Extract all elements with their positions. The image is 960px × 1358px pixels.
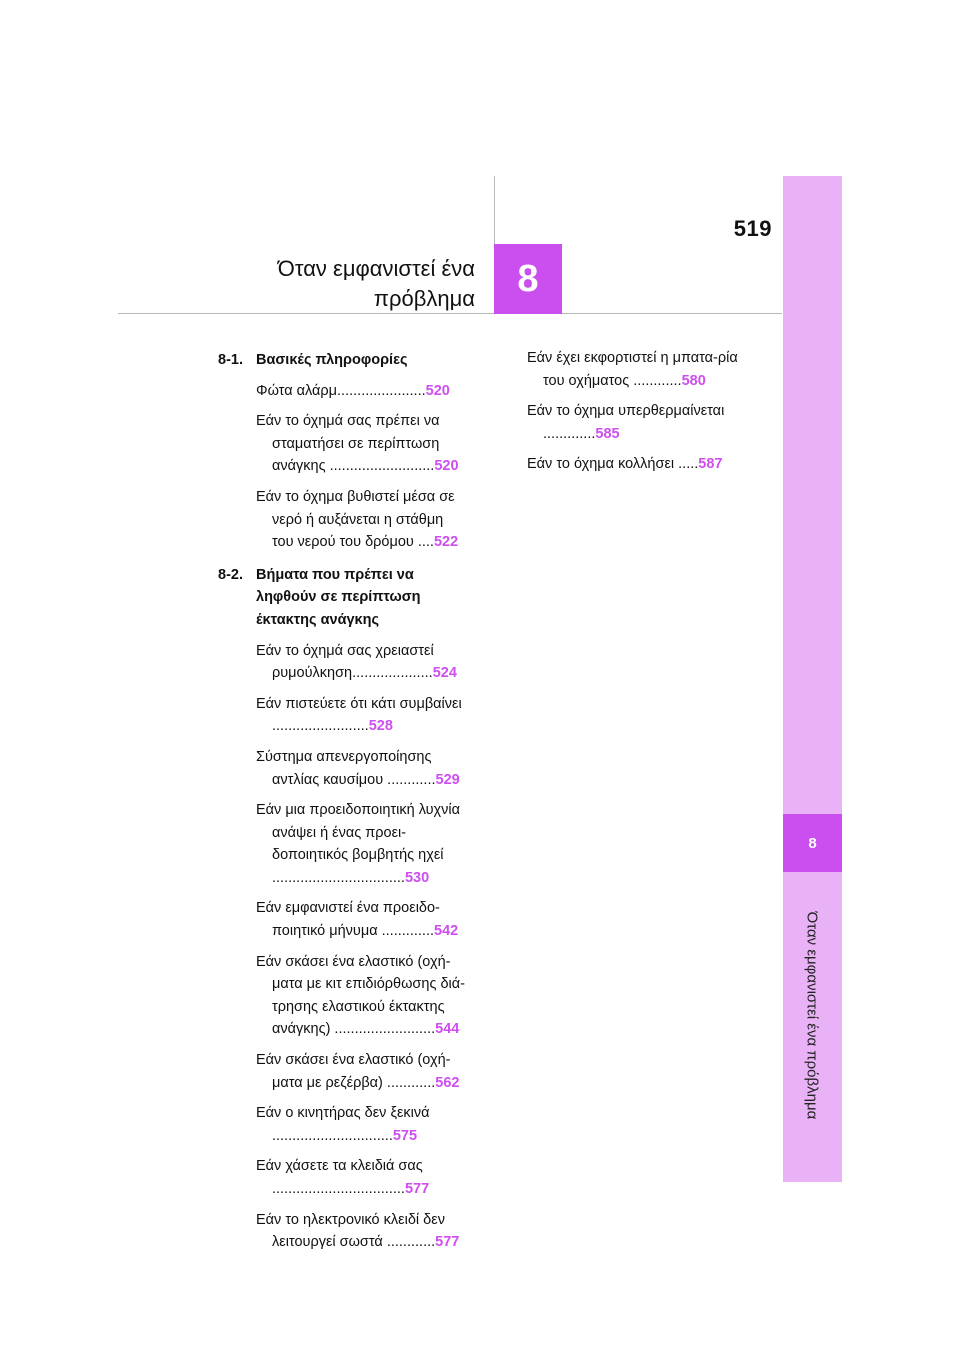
toc-entry[interactable] [256, 746, 466, 791]
toc-entry-page[interactable]: 530 [404, 869, 430, 886]
toc-entry-text: Εάν σκάσει ένα ελαστικό (οχή-ματα με κιτ επιδιόρθωσης διά-τρησης ελαστικού έκτακτης ανάγκης) ......................... [256, 953, 465, 1038]
toc-entry-text: Εάν χάσετε τα κλειδιά σας ................................. [256, 1158, 423, 1197]
toc-entry[interactable] [256, 1049, 466, 1094]
toc-entry-page[interactable]: 529 [435, 771, 460, 788]
toc-entry-page[interactable]: 587 [698, 456, 723, 473]
toc-entry[interactable] [256, 1209, 466, 1254]
toc-entry-text: Εάν το όχημα βυθιστεί μέσα σε νερό ή αυξάνεται η στάθμη του νερού του δρόμου .... [256, 488, 455, 551]
toc-entry-text: Εάν πιστεύετε ότι κάτι συμβαίνει ........................ [256, 695, 462, 735]
toc-entry-page[interactable]: 520 [425, 382, 450, 399]
toc-entry[interactable] [256, 897, 466, 942]
toc-entry[interactable] [256, 951, 466, 1041]
toc-entry-text: Εάν σκάσει ένα ελαστικό (οχή-ματα με ρεζέρβα) ............ [256, 1052, 451, 1091]
toc-entry[interactable] [527, 400, 739, 445]
toc-entry-page[interactable]: 562 [435, 1074, 460, 1091]
toc-entry-text: Εάν το όχημα κολλήσει ..... [527, 456, 699, 473]
chapter-title-line-2: πρόβλημα [373, 286, 475, 311]
side-tab-number[interactable]: 8 [783, 814, 842, 872]
section-number: 8-1. [218, 352, 243, 368]
chapter-title-line-1: Όταν εμφανιστεί ένα [277, 256, 475, 281]
toc-entry-page[interactable]: 542 [434, 923, 459, 940]
toc-left-column [218, 347, 466, 1254]
section-heading[interactable] [218, 349, 466, 372]
toc-entry[interactable] [256, 380, 466, 403]
chapter-number-box: 8 [494, 244, 562, 314]
toc-entry-text: Σύστημα απενεργοποίησης αντλίας καυσίμου ............ [256, 748, 436, 788]
section-title: Βήματα που πρέπει να ληφθούν σε περίπτωση έκτακτης ανάγκης [256, 566, 421, 628]
toc-entry[interactable] [256, 799, 466, 889]
toc-entry-page[interactable]: 575 [392, 1127, 418, 1144]
toc-entry[interactable] [527, 453, 739, 476]
toc-right-column [527, 347, 739, 476]
toc-entry-text: Φώτα αλάρμ...................... [256, 382, 426, 399]
toc-entry-page[interactable]: 577 [404, 1181, 430, 1197]
toc-entry-page[interactable]: 577 [435, 1234, 460, 1251]
toc-section-8-1 [218, 349, 466, 554]
toc-entry-text: Εάν έχει εκφορτιστεί η μπατα-ρία του οχήματος ............ [527, 350, 738, 389]
section-number: 8-2. [218, 566, 243, 583]
toc-entry-text: Εάν το όχημα υπερθερμαίνεται ............. [527, 403, 725, 442]
toc-entry-text: Εάν το ηλεκτρονικό κλειδί δεν λειτουργεί σωστά ............ [256, 1211, 445, 1251]
toc-entry-text: Εάν το όχημά σας χρειαστεί ρυμούλκηση.................... [256, 642, 434, 682]
toc-entry[interactable] [256, 410, 466, 478]
toc-entry[interactable] [256, 1102, 466, 1147]
toc-entry-page[interactable]: 520 [434, 458, 459, 475]
toc-entry-page[interactable]: 522 [433, 534, 459, 551]
toc-entry[interactable] [256, 640, 466, 685]
toc-entry-page[interactable]: 585 [595, 425, 620, 442]
toc-entry[interactable] [256, 486, 466, 554]
side-tab-label: Όταν εμφανιστεί ένα πρόβλημα [803, 911, 821, 1119]
toc-entry[interactable] [256, 693, 466, 738]
toc-entry-text: Εάν ο κινητήρας δεν ξεκινά .............................. [256, 1105, 430, 1144]
toc-entry-text: Εάν μια προειδοποιητική λυχνία ανάψει ή ένας προει-δοποιητικός βομβητής ηχεί ................................. [256, 802, 460, 886]
page-number: 519 [733, 216, 772, 241]
section-title: Βασικές πληροφορίες [256, 352, 408, 368]
side-tab-label-container [796, 880, 828, 1150]
toc-entry-page[interactable]: 524 [432, 665, 457, 682]
toc-entry-page[interactable]: 544 [435, 1021, 460, 1038]
toc-entry-page[interactable]: 528 [368, 718, 393, 735]
toc-section-8-2 [218, 564, 466, 1254]
toc-entry[interactable] [256, 1155, 466, 1200]
section-heading[interactable] [218, 564, 466, 632]
chapter-title [278, 254, 475, 314]
toc-entry-text: Εάν εμφανιστεί ένα προειδο-ποιητικό μήνυμα ............. [256, 900, 440, 940]
toc-entry[interactable] [527, 347, 739, 392]
toc-entry-page[interactable]: 580 [681, 372, 706, 389]
toc-entry-text: Εάν το όχημά σας πρέπει να σταματήσει σε περίπτωση ανάγκης .......................... [256, 413, 440, 475]
